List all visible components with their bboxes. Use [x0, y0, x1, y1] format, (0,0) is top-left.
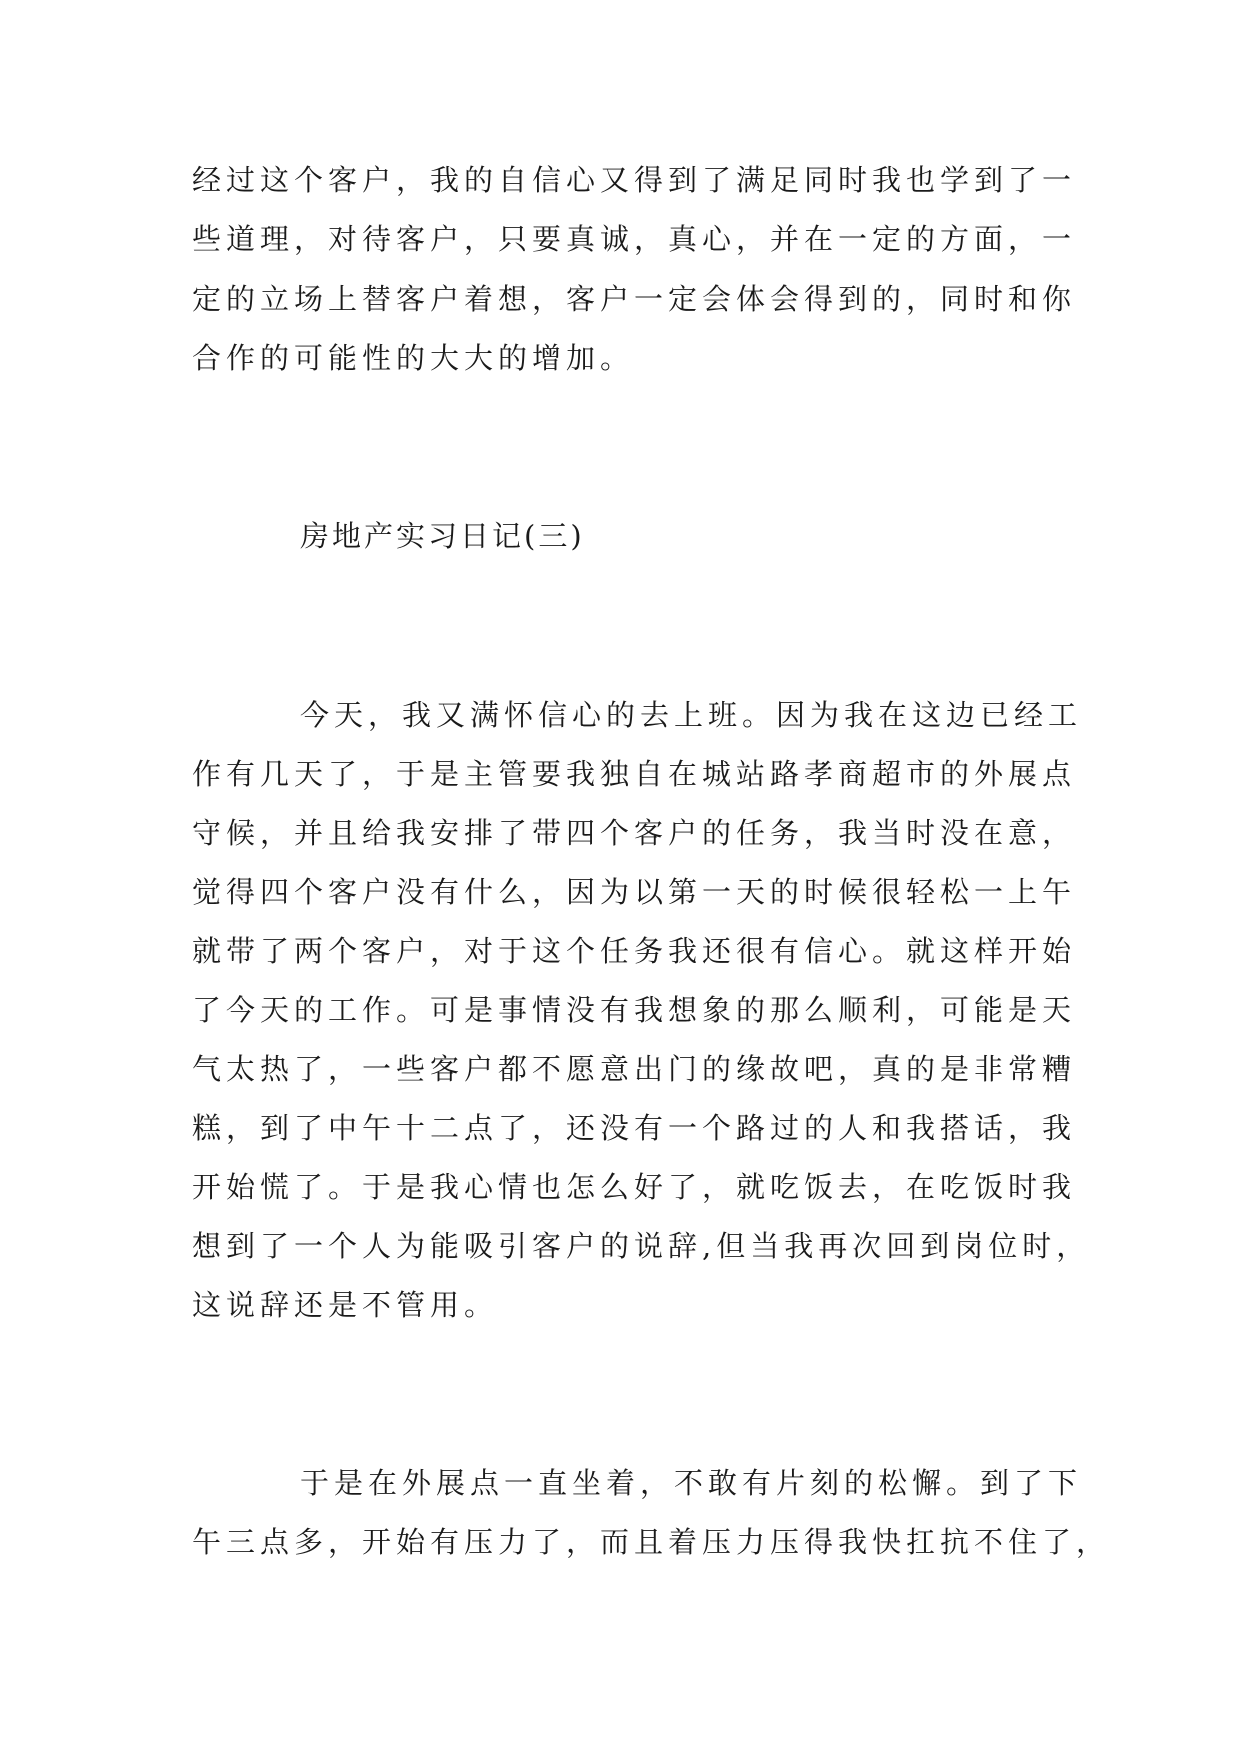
text-line: 于是在外展点一直坐着，不敢有片刻的松懈。到了下 — [300, 1466, 1083, 1500]
text-line: 就带了两个客户，对于这个任务我还很有信心。就这样开始 — [192, 934, 1077, 968]
text-line: 气太热了，一些客户都不愿意出门的缘故吧，真的是非常糟 — [192, 1052, 1077, 1086]
text-line: 今天，我又满怀信心的去上班。因为我在这边已经工 — [300, 698, 1083, 732]
text-line: 这说辞还是不管用。 — [192, 1288, 499, 1322]
text-line: 合作的可能性的大大的增加。 — [192, 341, 635, 375]
section-heading: 房地产实习日记(三) — [300, 519, 585, 553]
text-line: 作有几天了，于是主管要我独自在城站路孝商超市的外展点 — [192, 757, 1077, 791]
text-line: 些道理，对待客户，只要真诚，真心，并在一定的方面，一 — [192, 222, 1077, 256]
text-line: 守候，并且给我安排了带四个客户的任务，我当时没在意， — [192, 816, 1077, 850]
text-line: 觉得四个客户没有什么，因为以第一天的时候很轻松一上午 — [192, 875, 1077, 909]
text-line: 了今天的工作。可是事情没有我想象的那么顺利，可能是天 — [192, 993, 1077, 1027]
text-line: 糕，到了中午十二点了，还没有一个路过的人和我搭话，我 — [192, 1111, 1077, 1145]
text-line: 想到了一个人为能吸引客户的说辞,但当我再次回到岗位时， — [192, 1229, 1091, 1263]
text-line: 午三点多，开始有压力了，而且着压力压得我快扛抗不住了， — [192, 1525, 1111, 1559]
text-line: 经过这个客户，我的自信心又得到了满足同时我也学到了一 — [192, 163, 1077, 197]
text-line: 开始慌了。于是我心情也怎么好了，就吃饭去，在吃饭时我 — [192, 1170, 1077, 1204]
text-line: 定的立场上替客户着想，客户一定会体会得到的，同时和你 — [192, 282, 1077, 316]
